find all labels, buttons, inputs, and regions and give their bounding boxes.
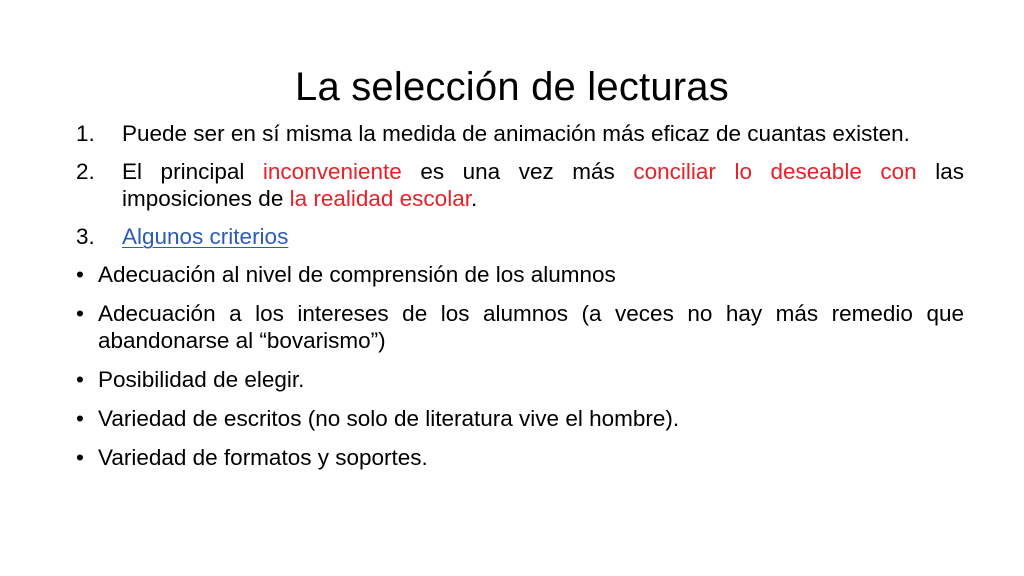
bullet-item-1 xyxy=(76,261,964,288)
bullet-item-5 xyxy=(76,444,964,471)
highlighted-phrase-realidad-escolar: la realidad escolar xyxy=(289,186,471,211)
bullet-text: Adecuación a los intereses de los alumnos (a veces no hay más remedio que abandonarse al “bovarismo”) xyxy=(98,301,964,353)
bullet-text: Variedad de escritos (no solo de literatura vive el hombre). xyxy=(98,406,680,431)
numbered-item-3 xyxy=(76,223,964,250)
bullet-icon: • xyxy=(76,262,84,287)
numbered-item-text: Puede ser en sí misma la medida de animación más eficaz de cuantas existen. xyxy=(122,121,910,146)
slide-content xyxy=(76,120,964,483)
bullet-item-2 xyxy=(76,300,964,354)
bullet-text: Variedad de formatos y soportes. xyxy=(98,445,428,470)
bullet-text: Adecuación al nivel de comprensión de los alumnos xyxy=(98,262,616,287)
numbered-item-2 xyxy=(76,158,964,212)
numbered-item-marker: 2. xyxy=(76,159,95,184)
bullet-item-3 xyxy=(76,366,964,393)
highlighted-term-inconveniente: inconveniente xyxy=(262,159,402,184)
bullet-icon: • xyxy=(76,301,84,326)
bullet-item-4 xyxy=(76,405,964,432)
numbered-item-text-part: El principal xyxy=(122,159,263,184)
numbered-item-text-part: las imposiciones de xyxy=(122,159,964,211)
bullet-icon: • xyxy=(76,406,84,431)
numbered-item-marker: 1. xyxy=(76,121,95,146)
algunos-criterios-link[interactable]: Algunos criterios xyxy=(122,224,289,249)
bullet-icon: • xyxy=(76,445,84,470)
highlighted-phrase-conciliar: conciliar lo deseable con xyxy=(633,159,917,184)
slide-title: La selección de lecturas xyxy=(295,65,729,109)
bullet-icon: • xyxy=(76,367,84,392)
numbered-item-text-part: . xyxy=(470,186,478,211)
numbered-item-1 xyxy=(76,120,964,147)
numbered-item-marker: 3. xyxy=(76,224,95,249)
bullet-text: Posibilidad de elegir. xyxy=(98,367,305,392)
numbered-item-text-part: es una vez más xyxy=(401,159,634,184)
